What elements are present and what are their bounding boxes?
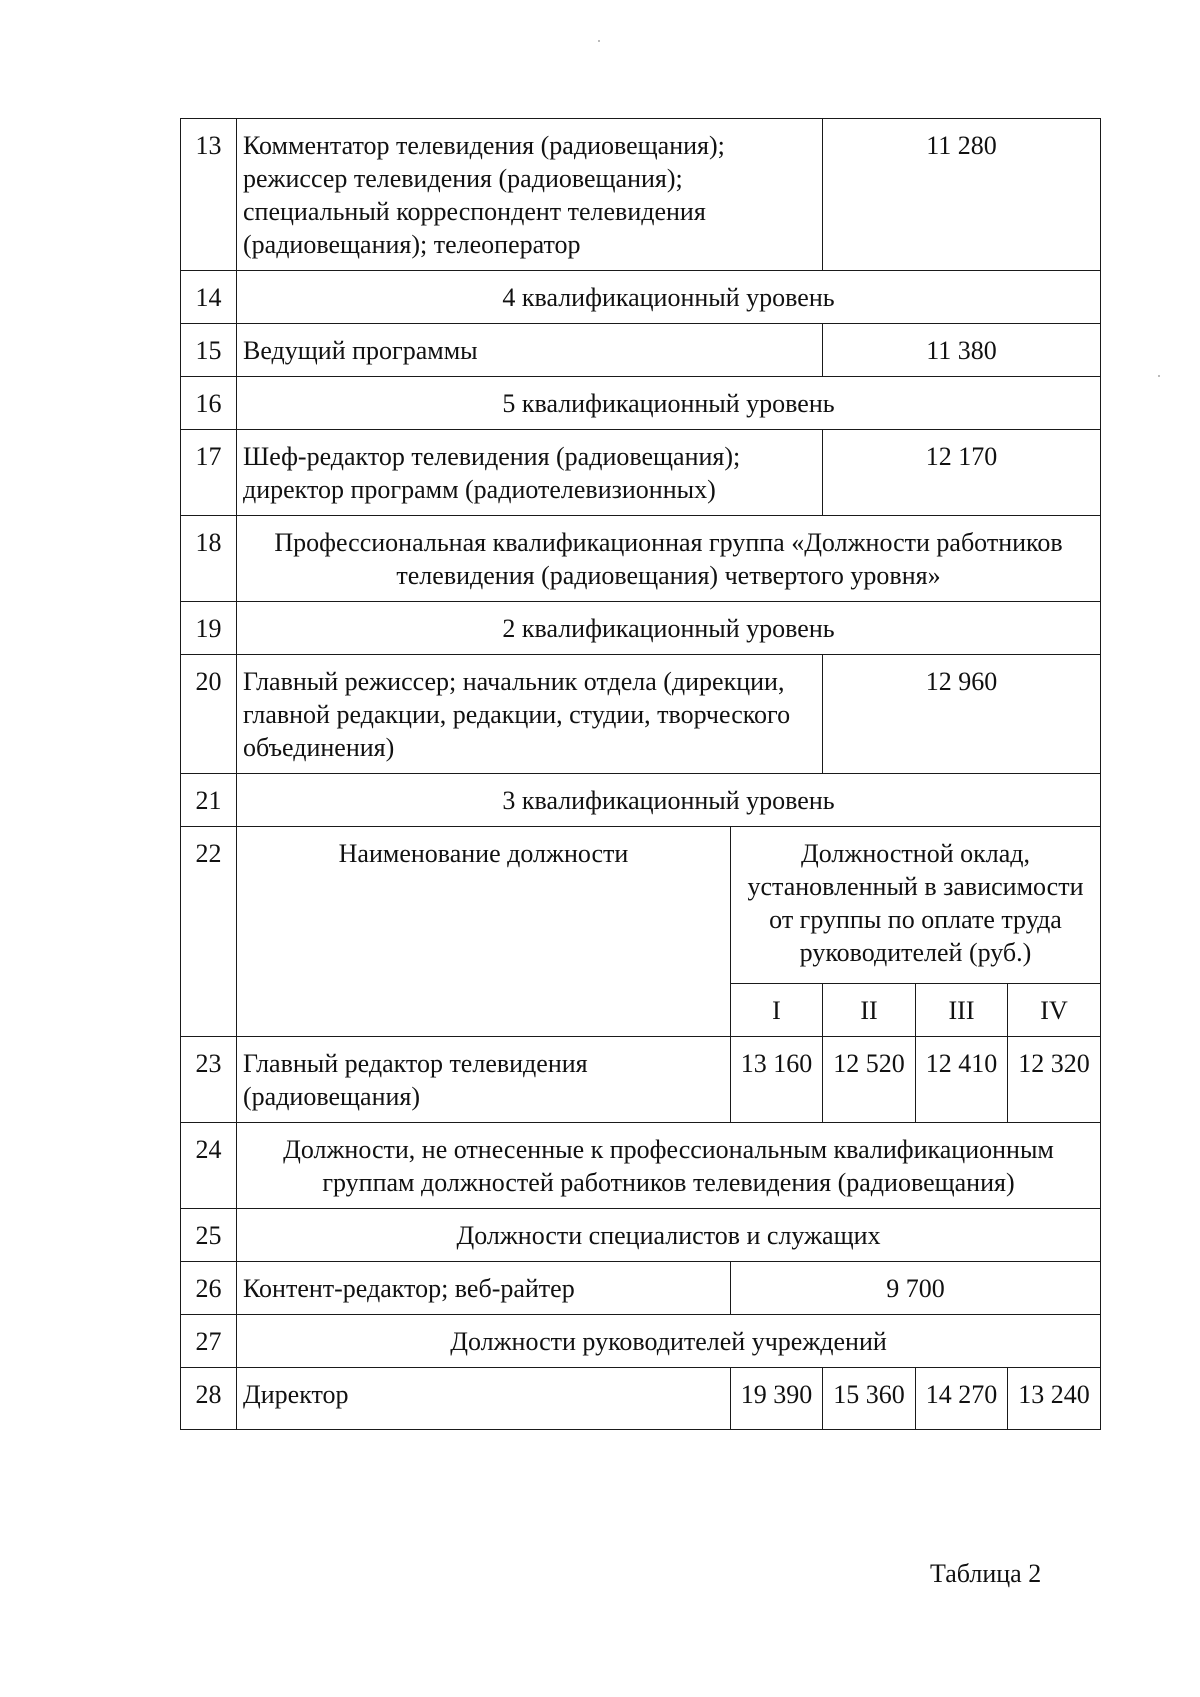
level-heading: 4 квалификационный уровень — [237, 271, 1101, 324]
group-header-iii: III — [916, 984, 1008, 1037]
table-row — [181, 119, 1101, 271]
salary-group-iii: 14 270 — [916, 1368, 1008, 1430]
group-header-i: I — [731, 984, 823, 1037]
scan-speck — [598, 40, 600, 42]
scan-speck — [1158, 375, 1160, 377]
table-row — [181, 1123, 1101, 1209]
table-row — [181, 516, 1101, 602]
section-heading: Должности, не отнесенные к профессиональным квалификационным группам должностей работников телевидения (радиовещания) — [237, 1123, 1101, 1209]
position-name: Комментатор телевидения (радиовещания); режиссер телевидения (радиовещания); специальный корреспондент телевидения (радиовещания); телеоператор — [237, 119, 823, 271]
row-number: 20 — [181, 655, 237, 774]
table-caption: Таблица 2 — [930, 1559, 1042, 1588]
table-row — [181, 655, 1101, 774]
row-number: 15 — [181, 324, 237, 377]
table-row — [181, 1209, 1101, 1262]
section-heading: Должности руководителей учреждений — [237, 1315, 1101, 1368]
table-row — [181, 1037, 1101, 1123]
salary-table — [180, 118, 1101, 1430]
level-heading: 2 квалификационный уровень — [237, 602, 1101, 655]
table-header-row — [181, 827, 1101, 984]
salary-group-i: 19 390 — [731, 1368, 823, 1430]
salary-value: 11 280 — [823, 119, 1101, 271]
salary-group-i: 13 160 — [731, 1037, 823, 1123]
salary-value: 11 380 — [823, 324, 1101, 377]
table-row — [181, 271, 1101, 324]
row-number: 16 — [181, 377, 237, 430]
table-row — [181, 430, 1101, 516]
table-row — [181, 1262, 1101, 1315]
table-row — [181, 377, 1101, 430]
salary-value: 12 960 — [823, 655, 1101, 774]
level-heading: 3 квалификационный уровень — [237, 774, 1101, 827]
group-heading: Профессиональная квалификационная группа «Должности работников телевидения (радиовещания) четвертого уровня» — [237, 516, 1101, 602]
table-row — [181, 1368, 1101, 1430]
row-number: 27 — [181, 1315, 237, 1368]
position-name: Директор — [237, 1368, 731, 1430]
table-row — [181, 602, 1101, 655]
row-number: 19 — [181, 602, 237, 655]
group-header-iv: IV — [1008, 984, 1101, 1037]
salary-group-iv: 13 240 — [1008, 1368, 1101, 1430]
salary-value: 9 700 — [731, 1262, 1101, 1315]
row-number: 26 — [181, 1262, 237, 1315]
position-name: Главный редактор телевидения (радиовещания) — [237, 1037, 731, 1123]
row-number: 25 — [181, 1209, 237, 1262]
row-number: 24 — [181, 1123, 237, 1209]
table-row — [181, 324, 1101, 377]
salary-group-ii: 15 360 — [823, 1368, 916, 1430]
section-heading: Должности специалистов и служащих — [237, 1209, 1101, 1262]
salary-group-iv: 12 320 — [1008, 1037, 1101, 1123]
row-number: 23 — [181, 1037, 237, 1123]
level-heading: 5 квалификационный уровень — [237, 377, 1101, 430]
salary-group-iii: 12 410 — [916, 1037, 1008, 1123]
row-number: 17 — [181, 430, 237, 516]
name-column-header: Наименование должности — [237, 827, 731, 1037]
row-number: 28 — [181, 1368, 237, 1430]
table-row — [181, 774, 1101, 827]
row-number: 13 — [181, 119, 237, 271]
position-name: Ведущий программы — [237, 324, 823, 377]
salary-value: 12 170 — [823, 430, 1101, 516]
table-row — [181, 1315, 1101, 1368]
salary-group-ii: 12 520 — [823, 1037, 916, 1123]
position-name: Контент-редактор; веб-райтер — [237, 1262, 731, 1315]
position-name: Главный режиссер; начальник отдела (дирекции, главной редакции, редакции, студии, творческого объединения) — [237, 655, 823, 774]
row-number: 22 — [181, 827, 237, 1037]
row-number: 14 — [181, 271, 237, 324]
row-number: 21 — [181, 774, 237, 827]
row-number: 18 — [181, 516, 237, 602]
position-name: Шеф-редактор телевидения (радиовещания); директор программ (радиотелевизионных) — [237, 430, 823, 516]
salary-column-header: Должностной оклад, установленный в зависимости от группы по оплате труда руководителей (руб.) — [731, 827, 1101, 984]
group-header-ii: II — [823, 984, 916, 1037]
